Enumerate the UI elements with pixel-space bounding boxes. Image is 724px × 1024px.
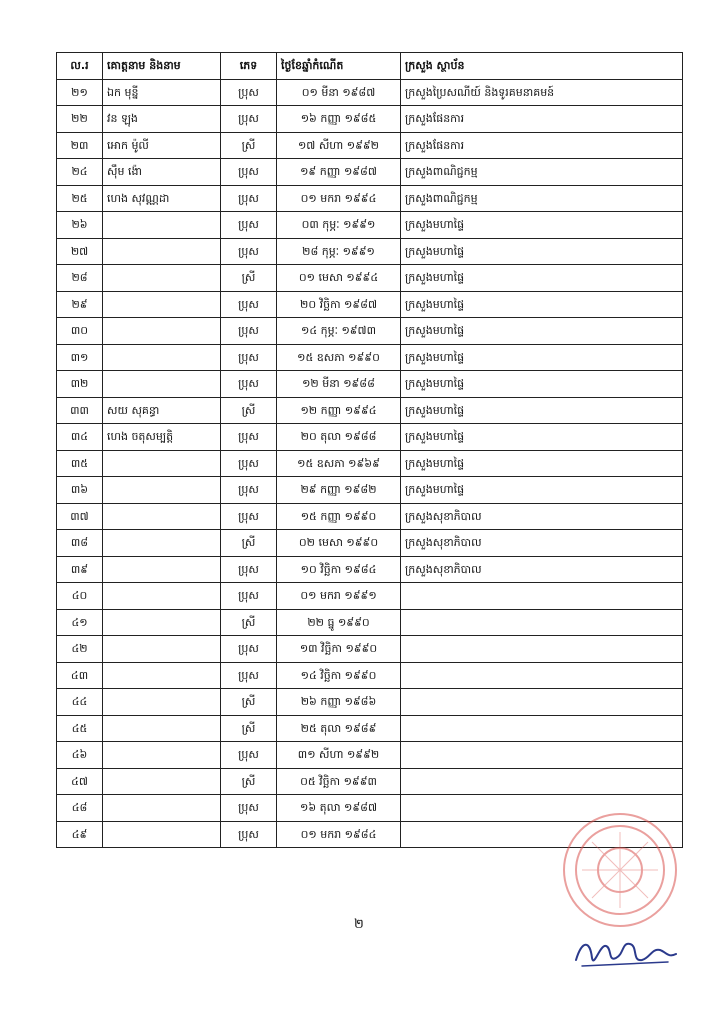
row-number: ៤៧ (57, 768, 103, 795)
table-row (57, 291, 683, 318)
row-name (103, 689, 221, 716)
row-number: ២៨ (57, 265, 103, 292)
row-number: ៣៦ (57, 477, 103, 504)
row-sex: ប្រុស (221, 556, 277, 583)
table-row (57, 344, 683, 371)
page-number: ២ (354, 917, 364, 932)
row-sex: ប្រុស (221, 185, 277, 212)
row-sex: ស្រី (221, 609, 277, 636)
row-sex: ប្រុស (221, 450, 277, 477)
table-row (57, 556, 683, 583)
row-dob: ១៦ កញ្ញា ១៩៨៥ (277, 106, 401, 133)
row-ministry: ក្រសួងពាណិជ្ជកម្ម (401, 159, 683, 186)
row-name (103, 212, 221, 239)
row-number: ៣៩ (57, 556, 103, 583)
row-name (103, 821, 221, 848)
row-number: ៣០ (57, 318, 103, 345)
table-row (57, 530, 683, 557)
row-name: អោក ម៉ូលី (103, 132, 221, 159)
table-header-row (57, 53, 683, 80)
row-name: ឯក មុន្នី (103, 79, 221, 106)
table-row (57, 238, 683, 265)
table-row (57, 106, 683, 133)
row-name (103, 795, 221, 822)
row-sex: ប្រុស (221, 795, 277, 822)
header-ministry: ក្រសួង ស្ថាប័ន (401, 53, 683, 80)
row-ministry: ក្រសួងប្រៃសណីយ៍ និងទូរគមនាគមន៍ (401, 79, 683, 106)
row-sex: ស្រី (221, 689, 277, 716)
row-sex: ស្រី (221, 530, 277, 557)
row-dob: ១៩ កញ្ញា ១៩៨៧ (277, 159, 401, 186)
table-row (57, 212, 683, 239)
row-ministry: ក្រសួងមហាផ្ទៃ (401, 318, 683, 345)
row-sex: ប្រុស (221, 821, 277, 848)
row-ministry: ក្រសួងផែនការ (401, 132, 683, 159)
row-number: ២៥ (57, 185, 103, 212)
row-number: ៤២ (57, 636, 103, 663)
row-dob: ២៨ កុម្ភៈ ១៩៩១ (277, 238, 401, 265)
table-row (57, 371, 683, 398)
row-name (103, 318, 221, 345)
row-sex: ប្រុស (221, 424, 277, 451)
table-row (57, 689, 683, 716)
row-ministry: ក្រសួងសុខាភិបាល (401, 530, 683, 557)
row-dob: ១០ វិច្ឆិកា ១៩៨៤ (277, 556, 401, 583)
row-dob: ៣១ សីហា ១៩៩២ (277, 742, 401, 769)
table-row (57, 715, 683, 742)
row-name (103, 265, 221, 292)
row-number: ៤៤ (57, 689, 103, 716)
row-number: ៣៧ (57, 503, 103, 530)
row-number: ២២ (57, 106, 103, 133)
table-row (57, 503, 683, 530)
table-row (57, 450, 683, 477)
row-ministry: ក្រសួងសុខាភិបាល (401, 503, 683, 530)
table-row (57, 424, 683, 451)
row-name: វន ឡុង (103, 106, 221, 133)
row-dob: ០១ មករា ១៩៩១ (277, 583, 401, 610)
row-number: ៤៣ (57, 662, 103, 689)
row-number: ២៣ (57, 132, 103, 159)
table-row (57, 768, 683, 795)
header-dob: ថ្ងៃខែឆ្នាំកំណើត (277, 53, 401, 80)
row-number: ៣២ (57, 371, 103, 398)
row-sex: ប្រុស (221, 371, 277, 398)
row-sex: ប្រុស (221, 344, 277, 371)
row-name (103, 742, 221, 769)
row-number: ៤៨ (57, 795, 103, 822)
row-dob: ០១ មករា ១៩៩៤ (277, 185, 401, 212)
row-sex: ស្រី (221, 715, 277, 742)
row-dob: ០១ មេសា ១៩៩៤ (277, 265, 401, 292)
row-ministry: ក្រសួងមហាផ្ទៃ (401, 477, 683, 504)
row-number: ២៩ (57, 291, 103, 318)
row-name (103, 344, 221, 371)
row-name (103, 291, 221, 318)
row-name: ស៊ឹម ង៉ោ (103, 159, 221, 186)
row-name (103, 609, 221, 636)
row-dob: ០២ មេសា ១៩៩០ (277, 530, 401, 557)
row-sex: ប្រុស (221, 662, 277, 689)
row-number: ៤៦ (57, 742, 103, 769)
table-row (57, 79, 683, 106)
row-ministry (401, 583, 683, 610)
row-sex: ប្រុស (221, 636, 277, 663)
row-dob: ១៦ តុលា ១៩៨៧ (277, 795, 401, 822)
row-dob: ២២ ធ្នូ ១៩៩០ (277, 609, 401, 636)
row-dob: ១៤ កុម្ភៈ ១៩៧៣ (277, 318, 401, 345)
table-row (57, 132, 683, 159)
row-name (103, 583, 221, 610)
row-ministry: ក្រសួងមហាផ្ទៃ (401, 238, 683, 265)
row-ministry (401, 689, 683, 716)
table-row (57, 318, 683, 345)
row-ministry: ក្រសួងមហាផ្ទៃ (401, 424, 683, 451)
row-number: ២១ (57, 79, 103, 106)
row-sex: ស្រី (221, 768, 277, 795)
row-name (103, 477, 221, 504)
row-ministry: ក្រសួងពាណិជ្ជកម្ម (401, 185, 683, 212)
row-number: ៣៥ (57, 450, 103, 477)
row-name (103, 530, 221, 557)
row-ministry (401, 609, 683, 636)
row-dob: ០១ មករា ១៩៨៤ (277, 821, 401, 848)
row-name (103, 768, 221, 795)
row-name (103, 238, 221, 265)
row-dob: ០១ មីនា ១៩៨៧ (277, 79, 401, 106)
row-name (103, 371, 221, 398)
table-row (57, 397, 683, 424)
row-sex: ប្រុស (221, 742, 277, 769)
row-ministry (401, 742, 683, 769)
row-number: ៤០ (57, 583, 103, 610)
row-number: ៤៥ (57, 715, 103, 742)
row-ministry (401, 636, 683, 663)
row-name (103, 450, 221, 477)
table-row (57, 185, 683, 212)
row-dob: ០៣ កុម្ភៈ ១៩៩១ (277, 212, 401, 239)
row-dob: ១៥ ឧសភា ១៩៦៩ (277, 450, 401, 477)
row-dob: ១៤ វិច្ឆិកា ១៩៩០ (277, 662, 401, 689)
row-number: ២៤ (57, 159, 103, 186)
row-dob: ២៥ តុលា ១៩៨៩ (277, 715, 401, 742)
row-dob: ១៥ ឧសភា ១៩៩០ (277, 344, 401, 371)
row-name: សយ សុគន្ធា (103, 397, 221, 424)
row-dob: ១២ កញ្ញា ១៩៩៤ (277, 397, 401, 424)
row-number: ៤១ (57, 609, 103, 636)
row-sex: ប្រុស (221, 238, 277, 265)
row-ministry (401, 715, 683, 742)
row-dob: ០៥ វិច្ឆិកា ១៩៩៣ (277, 768, 401, 795)
row-number: ៣១ (57, 344, 103, 371)
header-sex: ភេទ (221, 53, 277, 80)
row-sex: ប្រុស (221, 212, 277, 239)
table-body (57, 79, 683, 848)
row-ministry: ក្រសួងមហាផ្ទៃ (401, 397, 683, 424)
row-ministry: ក្រសួងមហាផ្ទៃ (401, 371, 683, 398)
row-ministry: ក្រសួងមហាផ្ទៃ (401, 291, 683, 318)
row-name (103, 636, 221, 663)
roster-table (56, 52, 683, 848)
row-dob: ២០ វិច្ឆិកា ១៩៨៧ (277, 291, 401, 318)
row-name: ហេង ចតុសម្បត្តិ (103, 424, 221, 451)
row-name (103, 662, 221, 689)
row-sex: ប្រុស (221, 503, 277, 530)
row-sex: ស្រី (221, 265, 277, 292)
row-sex: ស្រី (221, 397, 277, 424)
row-name (103, 503, 221, 530)
row-ministry: ក្រសួងមហាផ្ទៃ (401, 344, 683, 371)
table-row (57, 583, 683, 610)
row-dob: ១៣ វិច្ឆិកា ១៩៩០ (277, 636, 401, 663)
table-row (57, 636, 683, 663)
row-name: ហេង សុវណ្ណដា (103, 185, 221, 212)
row-sex: ប្រុស (221, 159, 277, 186)
row-ministry: ក្រសួងមហាផ្ទៃ (401, 212, 683, 239)
signature-icon (572, 932, 682, 972)
row-number: ៣៨ (57, 530, 103, 557)
row-ministry: ក្រសួងផែនការ (401, 106, 683, 133)
row-sex: ប្រុស (221, 583, 277, 610)
row-ministry (401, 662, 683, 689)
row-name (103, 715, 221, 742)
row-number: ៤៩ (57, 821, 103, 848)
row-number: ៣៣ (57, 397, 103, 424)
table-row (57, 662, 683, 689)
row-dob: ១៧ សីហា ១៩៩២ (277, 132, 401, 159)
row-sex: ប្រុស (221, 477, 277, 504)
table-row (57, 477, 683, 504)
header-number: ល.រ (57, 53, 103, 80)
row-number: ៣៤ (57, 424, 103, 451)
row-sex: ស្រី (221, 132, 277, 159)
row-sex: ប្រុស (221, 79, 277, 106)
row-dob: ១៥ កញ្ញា ១៩៩០ (277, 503, 401, 530)
table-row (57, 159, 683, 186)
row-ministry: ក្រសួងមហាផ្ទៃ (401, 265, 683, 292)
table-row (57, 265, 683, 292)
table-row (57, 609, 683, 636)
header-name: គោត្តនាម និងនាម (103, 53, 221, 80)
row-dob: ២០ តុលា ១៩៨៨ (277, 424, 401, 451)
row-sex: ប្រុស (221, 318, 277, 345)
row-dob: ២៩ កញ្ញា ១៩៨២ (277, 477, 401, 504)
row-number: ២៦ (57, 212, 103, 239)
row-ministry: ក្រសួងសុខាភិបាល (401, 556, 683, 583)
row-dob: ២៦ កញ្ញា ១៩៨៦ (277, 689, 401, 716)
table-row (57, 742, 683, 769)
row-name (103, 556, 221, 583)
row-sex: ប្រុស (221, 106, 277, 133)
row-ministry: ក្រសួងមហាផ្ទៃ (401, 450, 683, 477)
official-seal-icon (532, 808, 682, 930)
row-dob: ១២ មីនា ១៩៨៨ (277, 371, 401, 398)
row-sex: ប្រុស (221, 291, 277, 318)
row-number: ២៧ (57, 238, 103, 265)
row-ministry (401, 768, 683, 795)
